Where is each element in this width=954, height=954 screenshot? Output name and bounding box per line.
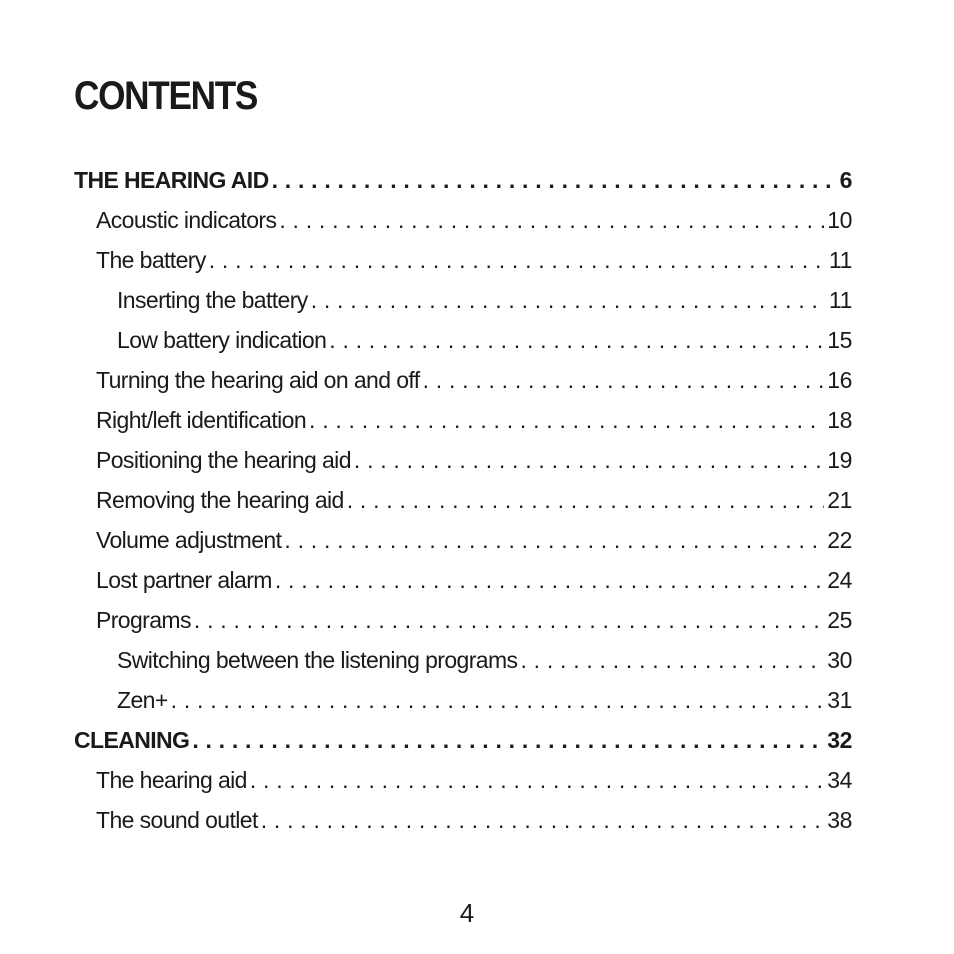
toc-entry-page: 38 [827,807,852,833]
dot-leader [354,440,824,480]
toc-entry-label: Acoustic indicators [96,207,277,233]
toc-entry-label: The hearing aid [96,767,247,793]
dot-leader [272,160,837,200]
dot-leader [284,520,824,560]
toc-entry-page: 15 [827,327,852,353]
toc-entry-label: Volume adjustment [96,527,282,553]
toc-entry-page: 18 [827,407,852,433]
toc-section-entry[interactable] [74,720,852,760]
dot-leader [311,280,826,320]
dot-leader [194,600,824,640]
dot-leader [192,720,824,760]
dot-leader [520,640,824,680]
toc-entry-page: 22 [827,527,852,553]
toc-entry[interactable] [74,240,852,280]
toc-entry[interactable] [74,440,852,480]
toc-entry-label: Right/left identification [96,407,307,433]
toc-entry[interactable] [74,320,852,360]
table-of-contents [74,160,852,840]
toc-section-entry[interactable] [74,160,852,200]
toc-entry-label: Inserting the battery [117,287,308,313]
toc-entry-label: The sound outlet [96,807,258,833]
toc-entry[interactable] [74,200,852,240]
toc-entry-label: Removing the hearing aid [96,487,344,513]
dot-leader [261,800,824,840]
toc-entry[interactable] [74,400,852,440]
toc-entry[interactable] [74,800,852,840]
toc-entry-page: 10 [827,207,852,233]
toc-entry-label: THE HEARING AID [74,167,269,193]
toc-entry[interactable] [74,760,852,800]
toc-entry-page: 6 [839,167,852,193]
toc-entry-page: 21 [827,487,852,513]
page-title: CONTENTS [74,74,258,118]
toc-entry-label: Lost partner alarm [96,567,272,593]
toc-entry-label: Turning the hearing aid on and off [96,367,420,393]
dot-leader [329,320,824,360]
toc-entry-page: 11 [828,287,852,313]
toc-entry[interactable] [74,360,852,400]
toc-entry-page: 30 [827,647,852,673]
toc-entry-label: Zen+ [117,687,168,713]
dot-leader [347,480,824,520]
dot-leader [309,400,824,440]
page-number: 4 [459,898,475,928]
toc-entry-page: 34 [827,767,852,793]
toc-entry-label: Switching between the listening programs [117,647,518,673]
dot-leader [279,200,824,240]
toc-entry[interactable] [74,480,852,520]
dot-leader [209,240,826,280]
dot-leader [250,760,824,800]
dot-leader [423,360,825,400]
toc-entry-label: Low battery indication [117,327,327,353]
toc-entry-page: 31 [827,687,852,713]
toc-entry-page: 32 [827,727,852,753]
toc-entry[interactable] [74,680,852,720]
toc-entry-page: 24 [827,567,852,593]
dot-leader [171,680,825,720]
dot-leader [275,560,824,600]
toc-entry-page: 19 [827,447,852,473]
toc-entry[interactable] [74,600,852,640]
toc-entry-page: 25 [827,607,852,633]
toc-entry[interactable] [74,640,852,680]
toc-entry[interactable] [74,520,852,560]
toc-entry[interactable] [74,560,852,600]
toc-entry-page: 16 [827,367,852,393]
toc-entry-label: The battery [96,247,206,273]
toc-entry-label: Programs [96,607,191,633]
toc-entry-page: 11 [828,247,852,273]
toc-entry-label: Positioning the hearing aid [96,447,351,473]
toc-entry[interactable] [74,280,852,320]
toc-entry-label: CLEANING [74,727,190,753]
